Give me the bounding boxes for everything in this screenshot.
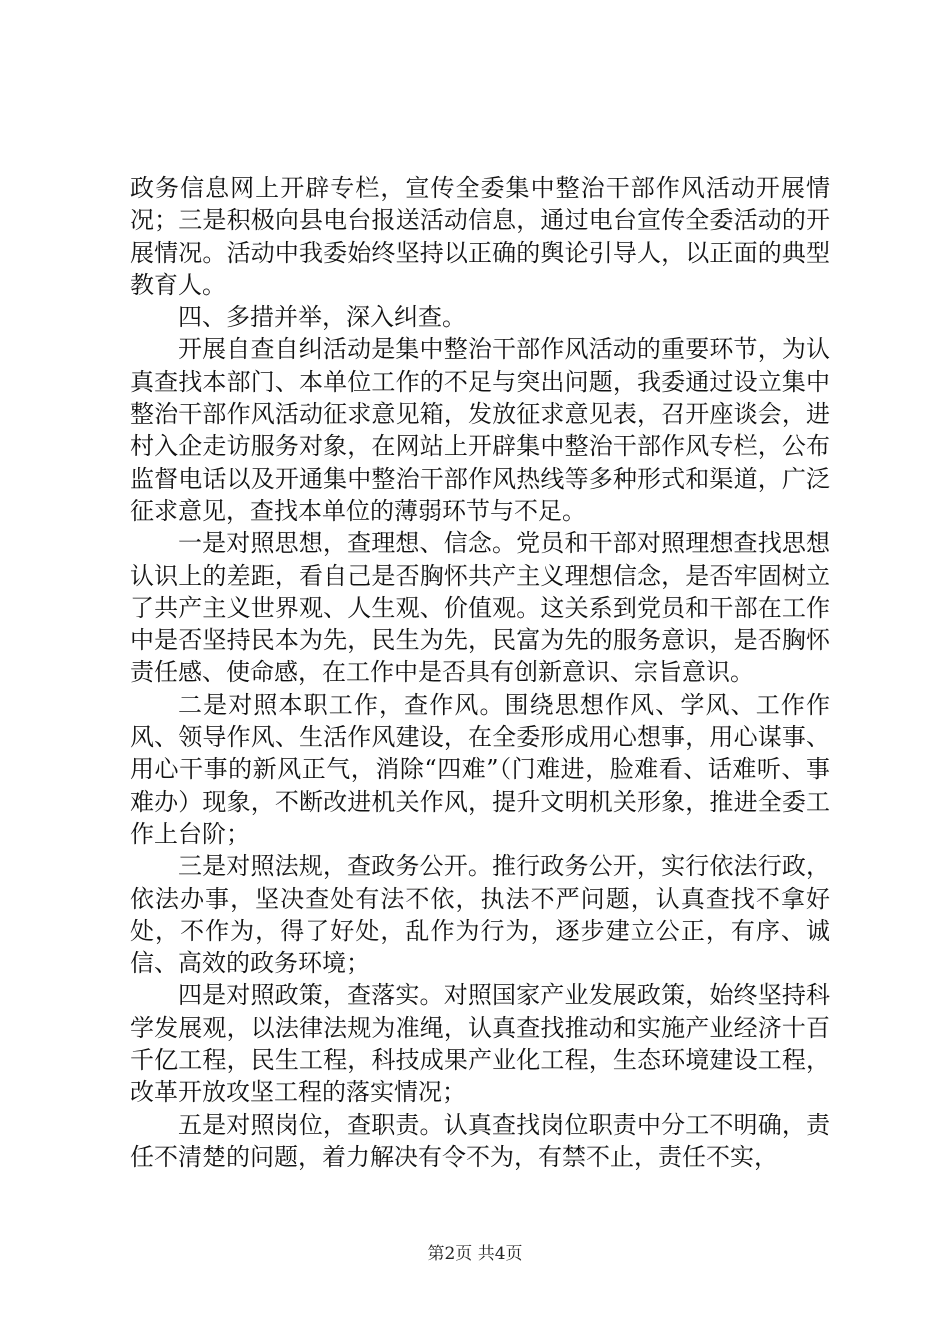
document-body: [130, 172, 830, 1173]
paragraph-5: 二是对照本职工作，查作风。围绕思想作风、学风、工作作风、领导作风、生活作风建设，在全委形成用心想事，用心谋事、用心干事的新风正气，消除“四难”（门难进，脸难看、话难听、事难办）现象，不断改进机关作风，提升文明机关形象，推进全委工作上台阶；: [130, 690, 830, 848]
section-heading-4: 四、多措并举，深入纠查。: [178, 303, 466, 332]
page-number: 第2页 共4页: [427, 1244, 523, 1264]
paragraph-6: 三是对照法规，查政务公开。推行政务公开，实行依法行政，依法办事，坚决查处有法不依，执法不严问题，认真查找不拿好处，不作为，得了好处，乱作为行为，逐步建立公正，有序、诚信、高效的政务环境；: [130, 852, 830, 978]
paragraph-7: 四是对照政策，查落实。对照国家产业发展政策，始终坚持科学发展观，以法律法规为准绳，认真查找推动和实施产业经济十百千亿工程，民生工程，科技成果产业化工程，生态环境建设工程，改革开放攻坚工程的落实情况；: [130, 981, 830, 1107]
paragraph-8: 五是对照岗位，查职责。认真查找岗位职责中分工不明确，责任不清楚的问题，着力解决有令不为，有禁不止，责任不实，: [130, 1110, 830, 1171]
paragraph-1: 政务信息网上开辟专栏，宣传全委集中整治干部作风活动开展情况；三是积极向县电台报送活动信息，通过电台宣传全委活动的开展情况。活动中我委始终坚持以正确的舆论引导人，以正面的典型教育人。: [130, 174, 830, 299]
paragraph-4: 一是对照思想，查理想、信念。党员和干部对照理想查找思想认识上的差距，看自己是否胸怀共产主义理想信念，是否牢固树立了共产主义世界观、人生观、价值观。这关系到党员和干部在工作中是否坚持民本为先，民生为先，民富为先的服务意识，是否胸怀责任感、使命感，在工作中是否具有创新意识、宗旨意识。: [130, 529, 830, 687]
paragraph-3: 开展自查自纠活动是集中整治干部作风活动的重要环节，为认真查找本部门、本单位工作的不足与突出问题，我委通过设立集中整治干部作风活动征求意见箱，发放征求意见表，召开座谈会，进村入企走访服务对象，在网站上开辟集中整治干部作风专栏，公布监督电话以及开通集中整治干部作风热线等多种形式和渠道，广泛征求意见，查找本单位的薄弱环节与不足。: [130, 335, 830, 525]
page-footer: [0, 1243, 950, 1265]
